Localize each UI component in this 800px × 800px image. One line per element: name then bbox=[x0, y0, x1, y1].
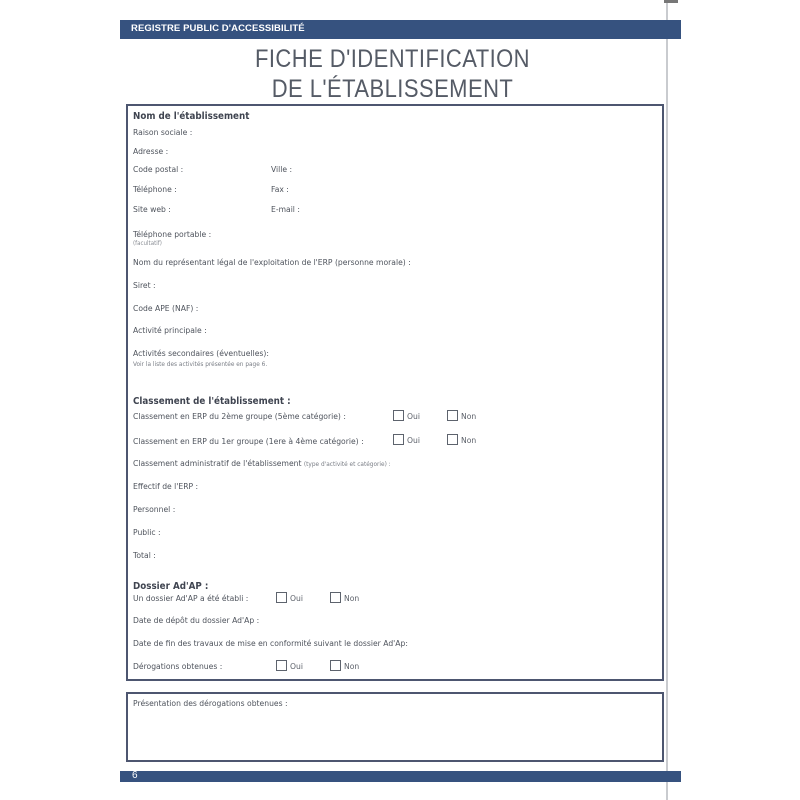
groupe1-label: Classement en ERP du 1er groupe (1ere à 4ème catégorie) : bbox=[133, 436, 364, 446]
groupe1-non-checkbox[interactable] bbox=[447, 434, 458, 445]
derogations-presentation-label: Présentation des dérogations obtenues : bbox=[133, 698, 288, 708]
groupe2-oui-checkbox[interactable] bbox=[393, 410, 404, 421]
derogations-oui-label: Oui bbox=[290, 661, 303, 671]
derogations-non-checkbox[interactable] bbox=[330, 660, 341, 671]
groupe1-oui-checkbox[interactable] bbox=[393, 434, 404, 445]
groupe2-oui-label: Oui bbox=[407, 411, 420, 421]
footer-band bbox=[120, 771, 681, 782]
effectif-field[interactable]: Effectif de l'ERP : bbox=[133, 481, 199, 491]
code-ape-field[interactable]: Code APE (NAF) : bbox=[133, 303, 199, 313]
adap-non-checkbox[interactable] bbox=[330, 592, 341, 603]
classement-heading: Classement de l'établissement : bbox=[133, 396, 291, 407]
representant-field[interactable]: Nom du représentant légal de l'exploitation de l'ERP (personne morale) : bbox=[133, 257, 411, 267]
title-line-1: FICHE D'IDENTIFICATION bbox=[254, 45, 531, 73]
telephone-field[interactable]: Téléphone : bbox=[133, 184, 177, 194]
derogations-label: Dérogations obtenues : bbox=[133, 661, 223, 671]
activites-note: Voir la liste des activités présentée en page 6. bbox=[133, 361, 268, 368]
telephone-portable-field[interactable]: Téléphone portable : bbox=[133, 229, 212, 239]
page-number: 6 bbox=[132, 770, 138, 781]
email-field[interactable]: E-mail : bbox=[271, 204, 300, 214]
total-field[interactable]: Total : bbox=[133, 550, 156, 560]
adap-non-label: Non bbox=[344, 593, 360, 603]
code-postal-field[interactable]: Code postal : bbox=[133, 164, 184, 174]
groupe1-oui-label: Oui bbox=[407, 435, 420, 445]
derogations-oui-checkbox[interactable] bbox=[276, 660, 287, 671]
groupe2-non-label: Non bbox=[461, 411, 477, 421]
fax-field[interactable]: Fax : bbox=[271, 184, 289, 194]
page-edge bbox=[666, 0, 668, 800]
siret-field[interactable]: Siret : bbox=[133, 280, 156, 290]
adresse-field[interactable]: Adresse : bbox=[133, 146, 169, 156]
activite-principale-field[interactable]: Activité principale : bbox=[133, 325, 207, 335]
groupe2-non-checkbox[interactable] bbox=[447, 410, 458, 421]
classement-administratif-label: Classement administratif de l'établissement bbox=[133, 458, 302, 468]
adap-etabli-label: Un dossier Ad'AP a été établi : bbox=[133, 593, 249, 603]
adap-oui-checkbox[interactable] bbox=[276, 592, 287, 603]
date-fin-field[interactable]: Date de fin des travaux de mise en conformité suivant le dossier Ad'Ap: bbox=[133, 638, 408, 648]
classement-administratif-field[interactable] bbox=[133, 458, 391, 468]
date-depot-field[interactable]: Date de dépôt du dossier Ad'Ap : bbox=[133, 615, 260, 625]
adap-oui-label: Oui bbox=[290, 593, 303, 603]
band-title: REGISTRE PUBLIC D'ACCESSIBILITÉ bbox=[131, 23, 305, 34]
groupe1-non-label: Non bbox=[461, 435, 477, 445]
facultatif-note: (facultatif) bbox=[133, 240, 162, 247]
groupe2-label: Classement en ERP du 2ème groupe (5ème catégorie) : bbox=[133, 411, 346, 421]
page-corner-mark bbox=[664, 0, 678, 3]
header-band bbox=[120, 20, 681, 39]
public-field[interactable]: Public : bbox=[133, 527, 161, 537]
title-line-2: DE L'ÉTABLISSEMENT bbox=[271, 75, 514, 103]
raison-sociale-field[interactable]: Raison sociale : bbox=[133, 127, 193, 137]
page-title bbox=[120, 44, 665, 104]
classement-administratif-note: (type d'activité et catégorie) : bbox=[303, 461, 391, 468]
ville-field[interactable]: Ville : bbox=[271, 164, 293, 174]
adap-heading: Dossier Ad'AP : bbox=[133, 581, 209, 592]
activites-secondaires-field[interactable]: Activités secondaires (éventuelles): bbox=[133, 348, 269, 358]
establishment-heading: Nom de l'établissement bbox=[133, 111, 250, 122]
personnel-field[interactable]: Personnel : bbox=[133, 504, 176, 514]
site-web-field[interactable]: Site web : bbox=[133, 204, 171, 214]
derogations-non-label: Non bbox=[344, 661, 360, 671]
